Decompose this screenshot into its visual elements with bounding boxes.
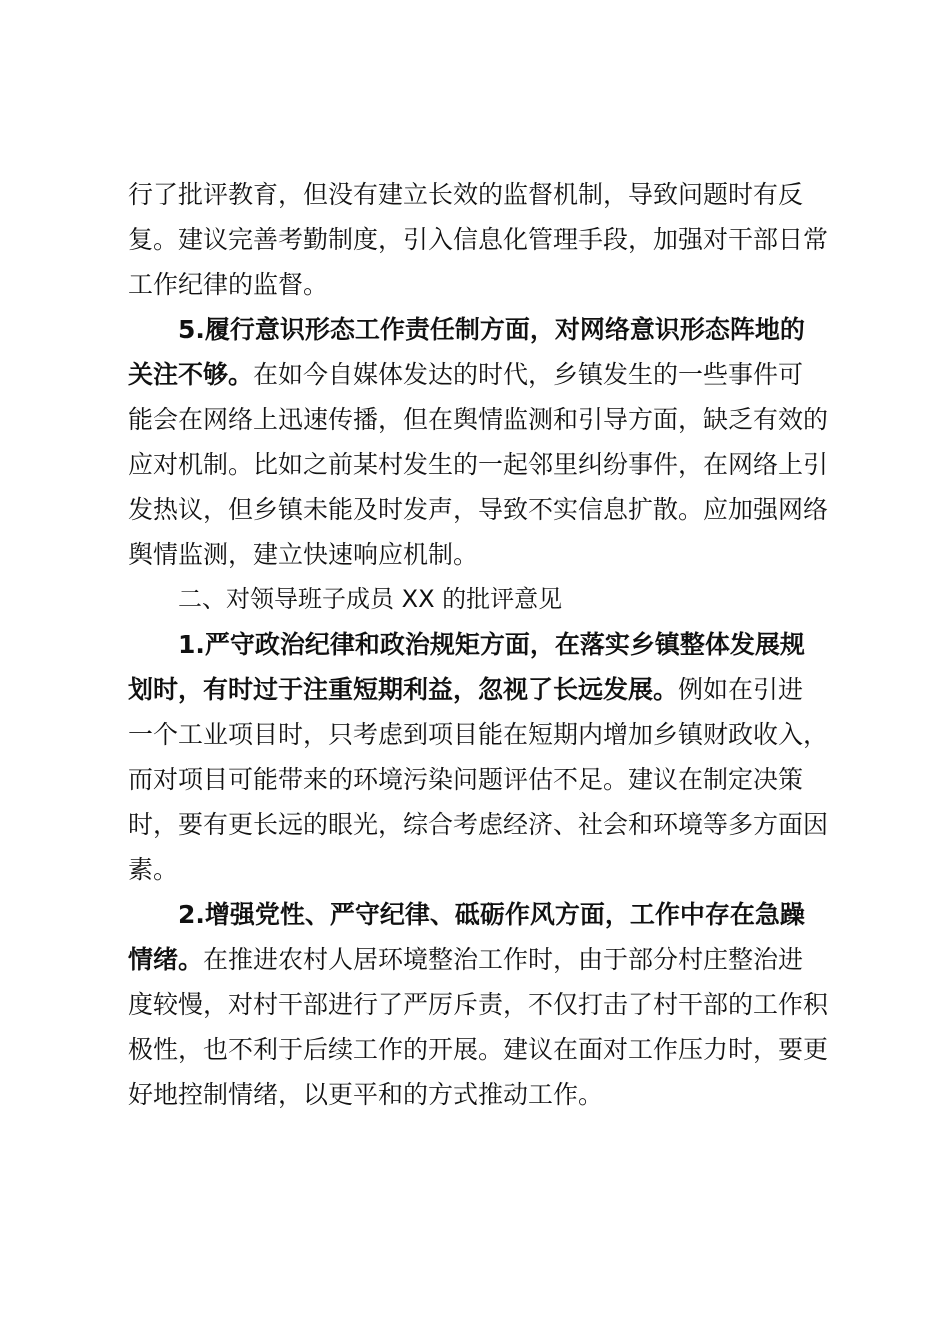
paragraph-lead-bold: 1.严守政治纪律和政治规矩方面，在落实乡镇整体发展规划时，有时过于注重短期利益，忽视了长远发展。 [128,630,805,704]
paragraph-text: 例如在引进一个工业项目时，只考虑到项目能在短期内增加乡镇财政收入，而对项目可能带来的环境污染问题评估不足。建议在制定决策时，要有更长远的眼光，综合考虑经济、社会和环境等多方面因素。 [128,675,829,884]
paragraph-lead-bold: 2.增强党性、严守纪律、砥砺作风方面，工作中存在急躁情绪。 [128,900,805,974]
paragraph-continuation [128,172,828,307]
section-heading [128,577,828,622]
paragraph-item-1 [128,622,828,892]
paragraph-item-5 [128,307,828,577]
document-body [128,172,828,1117]
paragraph-text: 在推进农村人居环境整治工作时，由于部分村庄整治进度较慢，对村干部进行了严厉斥责，不仅打击了村干部的工作积极性，也不利于后续工作的开展。建议在面对工作压力时，要更好地控制情绪，以更平和的方式推动工作。 [128,945,829,1109]
paragraph-text: 在如今自媒体发达的时代，乡镇发生的一些事件可能会在网络上迅速传播，但在舆情监测和引导方面，缺乏有效的应对机制。比如之前某村发生的一起邻里纠纷事件，在网络上引发热议，但乡镇未能及时发声，导致不实信息扩散。应加强网络舆情监测，建立快速响应机制。 [128,360,829,569]
section-heading-text: 二、对领导班子成员 XX 的批评意见 [178,585,563,613]
paragraph-item-2 [128,892,828,1117]
paragraph-text: 行了批评教育，但没有建立长效的监督机制，导致问题时有反复。建议完善考勤制度，引入信息化管理手段，加强对干部日常工作纪律的监督。 [128,180,829,299]
paragraph-lead-bold: 5.履行意识形态工作责任制方面，对网络意识形态阵地的关注不够。 [128,315,805,389]
